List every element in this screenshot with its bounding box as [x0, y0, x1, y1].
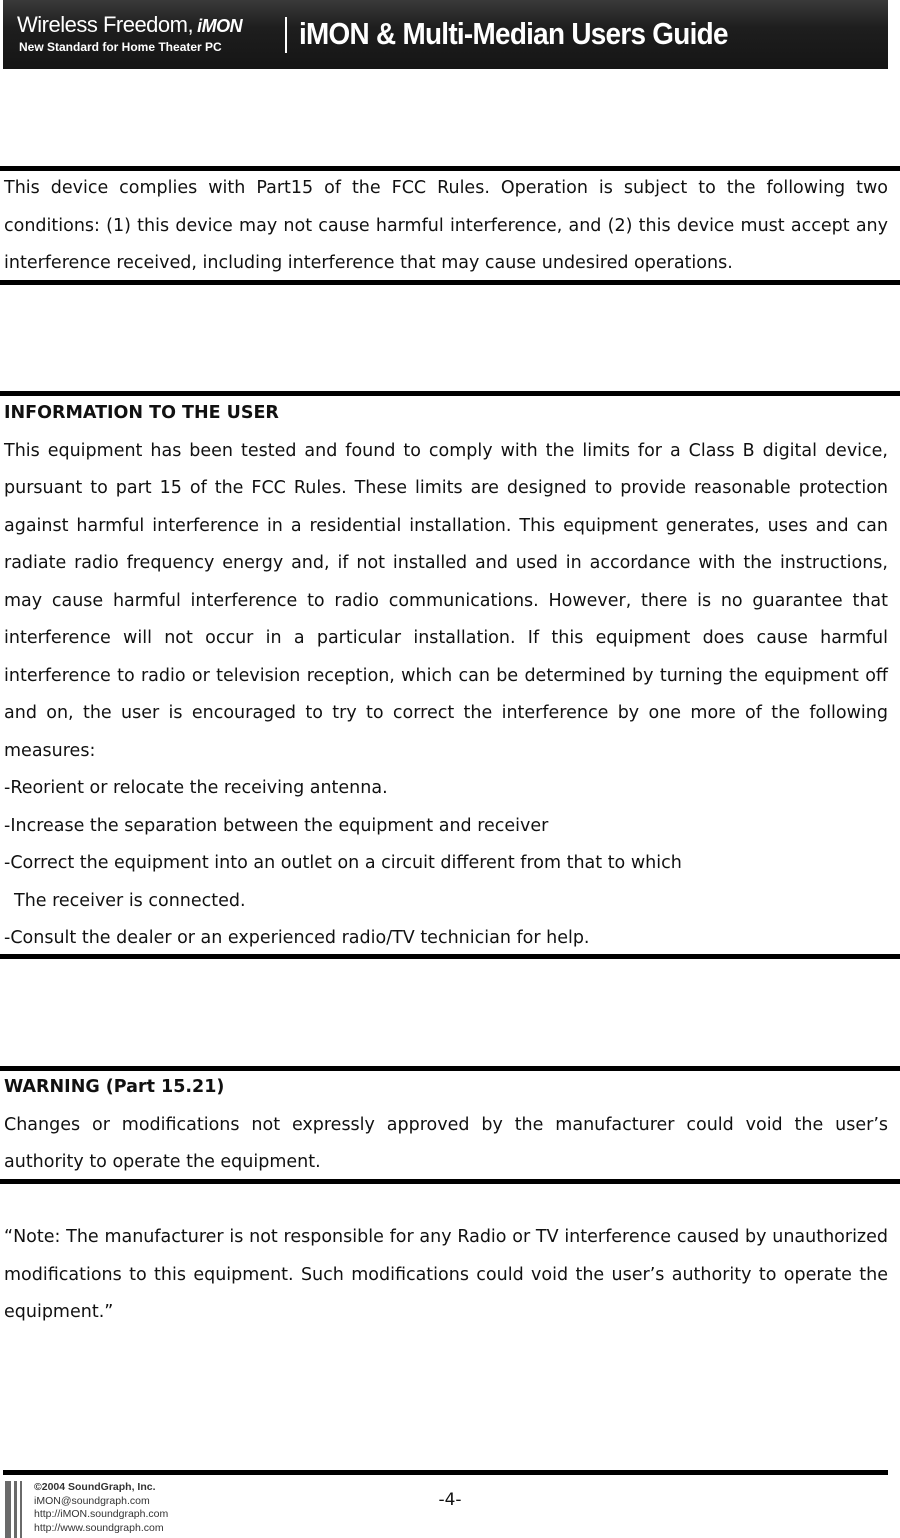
warning-section [4, 1069, 888, 1182]
header-tagline: New Standard for Home Theater PC [19, 40, 222, 54]
header-separator [285, 17, 287, 53]
measure-item-continuation: The receiver is connected. [14, 890, 246, 911]
warning-body: Changes or modifications not expressly approved by the manufacturer could void the user’s authority to operate the equipment. [4, 1114, 888, 1172]
imon-logo: iMON [197, 16, 243, 36]
fcc-notice-bottom-rule [0, 280, 900, 285]
note-section [4, 1219, 888, 1332]
footer-url-soundgraph: http://www.soundgraph.com [34, 1521, 164, 1534]
wireless-freedom-label: Wireless Freedom, [17, 12, 194, 37]
warning-heading: WARNING (Part 15.21) [4, 1077, 225, 1097]
measure-item: -Correct the equipment into an outlet on a circuit different from that to which [4, 853, 682, 873]
footer-url-imon: http://iMON.soundgraph.com [34, 1508, 169, 1520]
measure-item: -Increase the separation between the equipment and receiver [4, 815, 549, 836]
information-section [4, 395, 888, 958]
footer-email: iMON@soundgraph.com [34, 1494, 150, 1507]
information-bottom-rule [0, 954, 900, 959]
information-heading: INFORMATION TO THE USER [4, 403, 279, 423]
measure-item: -Reorient or relocate the receiving antenna. [4, 778, 388, 798]
page-number: -4- [438, 1490, 462, 1510]
information-body: This equipment has been tested and found to comply with the limits for a Class B digital device, pursuant to part 15 of the FCC Rules. These limits are designed to provide reasonable protection against harmful interference in a residential installation. This equipment generates, uses and can radiate radio frequency energy and, if not installed and used in accordance with the instructions, may cause harmful interference to radio communications. However, there is no guarantee that interference will not occur in a particular installation. If this equipment does cause harmful interference to radio or television reception, which can be determined by turning the equipment off and on, the user is encouraged to try to correct the interference by one more of the following measures: [4, 440, 888, 761]
measure-item: -Consult the dealer or an experienced radio/TV technician for help. [4, 928, 590, 948]
note-text: “Note: The manufacturer is not responsible for any Radio or TV interference caused by unauthorized modifications to this equipment. Such modifications could void the user’s authority to operate the equipment.” [4, 1227, 888, 1322]
fcc-notice-text: This device complies with Part15 of the FCC Rules. Operation is subject to the following two conditions: (1) this device may not cause harmful interference, and (2) this device must accept any interference received, including interference that may cause undesired operations. [4, 178, 888, 273]
guide-title: iMON & Multi-Median Users Guide [299, 16, 728, 51]
fcc-notice [4, 170, 888, 283]
footer-copyright: ©2004 SoundGraph, Inc. [34, 1481, 156, 1493]
footer-rule [3, 1470, 888, 1475]
wireless-freedom-text [17, 12, 242, 38]
header-banner [3, 0, 888, 69]
warning-bottom-rule [0, 1179, 900, 1184]
